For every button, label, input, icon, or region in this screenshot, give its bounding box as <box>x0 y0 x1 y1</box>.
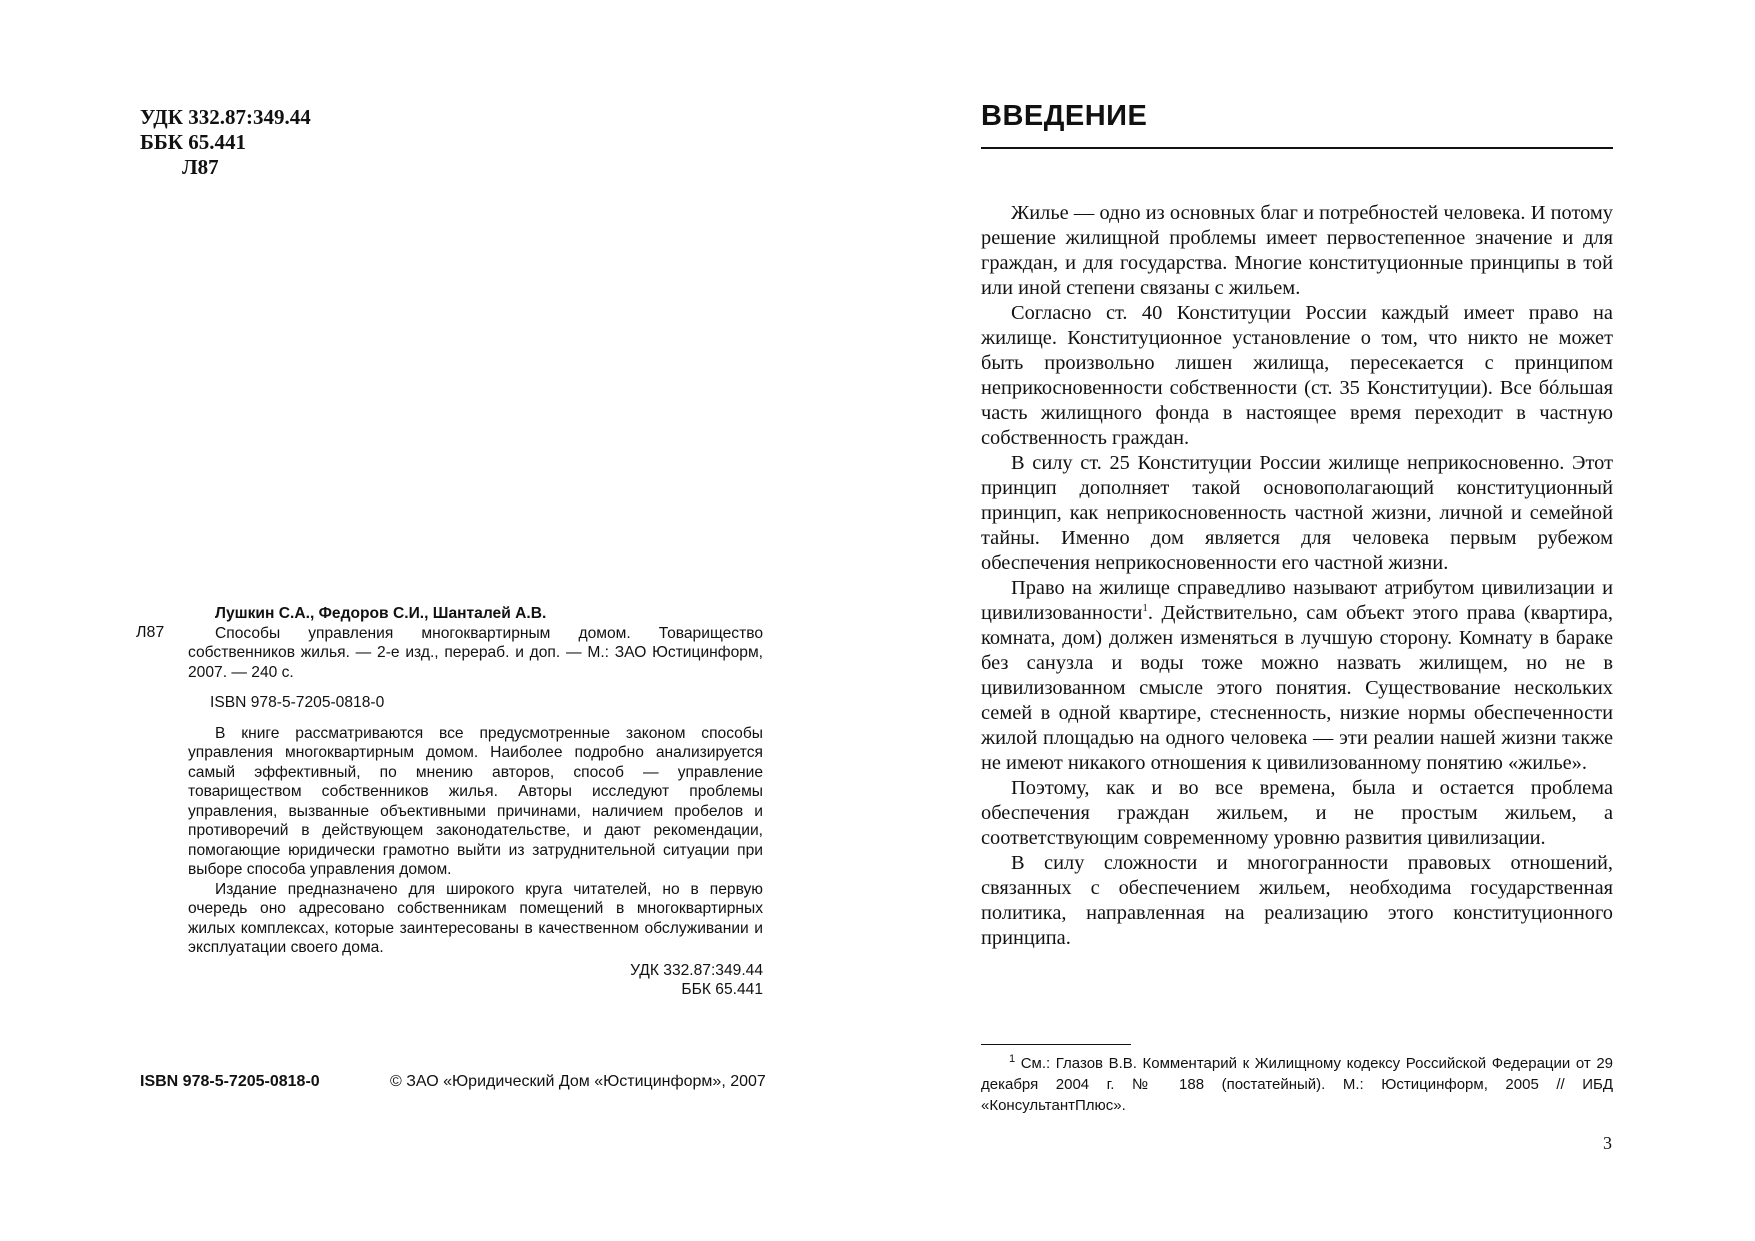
title-rule <box>981 147 1613 149</box>
left-page <box>0 0 877 1241</box>
paragraph: Согласно ст. 40 Конституции России каждый имеет право на жилище. Конституционное установление о том, что никто не может быть произвольно лишен жилища, пересекается с принципом неприкосновенности собственности (ст. 35 Конституции). Все бóльшая часть жилищного фонда в настоящее время переходит в частную собственность граждан. <box>981 302 1613 449</box>
bottom-isbn: ISBN 978-5-7205-0818-0 <box>140 1073 320 1090</box>
classification-block <box>140 105 311 180</box>
footnote-rule <box>981 1044 1131 1045</box>
card-udk: УДК 332.87:349.44 <box>630 961 763 979</box>
paragraph-text: . Действительно, сам объект этого права (квартира, комната, дом) должен изменяться в лучшую сторону. Комнату в бараке без санузла и воды тоже можно назвать жилищем, но не в цивилизованном смысле этого понятия. Существование нескольких семей в одной квартире, стесненность, низкие нормы обеспеченности жилой площадью на одного человека — эти реалии нашей жизни также не имеют никакого отношения к цивилизованному понятию «жилье». <box>981 602 1613 774</box>
catalog-mark: Л87 <box>136 624 165 641</box>
right-page <box>877 0 1755 1241</box>
card-isbn: ISBN 978-5-7205-0818-0 <box>210 694 385 711</box>
paragraph-text: Право на жилище справедливо называют атрибутом цивилизации и цивилизованности <box>981 577 1613 624</box>
card-annotation: В книге рассматриваются все предусмотренные законом способы управления многоквартирным домом. Наиболее подробно анализируется самый эффективный, по мнению авторов, способ — управление товариществом собственников жилья. Авторы исследуют проблемы управления, вызванные объективными причинами, наличием пробелов и противоречий в действующем законодательстве, и дают рекомендации, помогающие юридически грамотно выйти из затруднительной ситуации при выборе способа управления домом. <box>188 724 763 878</box>
footnote-mark: 1 <box>1009 1053 1016 1065</box>
paragraph-with-footnote <box>981 576 1613 776</box>
paragraph: Поэтому, как и во все времена, была и остается проблема обеспечения граждан жильем, и не простым жильем, а соответствующим современному уровню развития цивилизации. <box>981 777 1613 849</box>
footnote-text: См.: Глазов В.В. Комментарий к Жилищному кодексу Российской Федерации от 29 декабря 2004 г. № 188 (постатейный). М.: Юстицинформ, 2005 // ИБД «КонсультантПлюс». <box>981 1055 1614 1114</box>
page-number: 3 <box>1603 1133 1612 1153</box>
paragraph: Жилье — одно из основных благ и потребностей человека. И потому решение жилищной проблемы имеет первостепенное значение и для граждан, и для государства. Многие конституционные принципы в той или иной степени связаны с жильем. <box>981 202 1613 299</box>
udk-code: УДК 332.87:349.44 <box>140 105 311 129</box>
author-mark: Л87 <box>182 155 219 179</box>
paragraph: В силу ст. 25 Конституции России жилище неприкосновенно. Этот принцип дополняет такой основополагающий конституционный принцип, как неприкосновенность частной жизни, личной и семейной тайны. Именно дом является для человека первым рубежом обеспечения неприкосновенности его частной жизни. <box>981 452 1613 574</box>
paragraph: В силу сложности и многогранности правовых отношений, связанных с обеспечением жильем, необходима государственная политика, направленная на реализацию этого конституционного принципа. <box>981 852 1613 949</box>
card-authors: Лушкин С.А., Федоров С.И., Шанталей А.В. <box>215 605 547 622</box>
chapter-title: ВВЕДЕНИЕ <box>981 100 1148 132</box>
card-annotation-audience: Издание предназначено для широкого круга читателей, но в первую очередь оно адресовано собственникам помещений в многоквартирных жилых комплексах, которые заинтересованы в качественном обслуживании и эксплуатации своего дома. <box>188 880 763 956</box>
card-bib-description: Способы управления многоквартирным домом. Товарищество собственников жилья. — 2-е изд., перераб. и доп. — М.: ЗАО Юстицинформ, 2007. — 240 с. <box>188 624 763 681</box>
bbk-code: ББК 65.441 <box>140 130 246 154</box>
footnote <box>981 1053 1613 1116</box>
copyright-notice: © ЗАО «Юридический Дом «Юстицинформ», 2007 <box>390 1073 766 1090</box>
footnote-reference[interactable]: 1 <box>1142 602 1148 615</box>
body-text <box>981 201 1613 951</box>
card-bbk: ББК 65.441 <box>681 981 763 998</box>
catalog-card <box>188 604 763 1000</box>
